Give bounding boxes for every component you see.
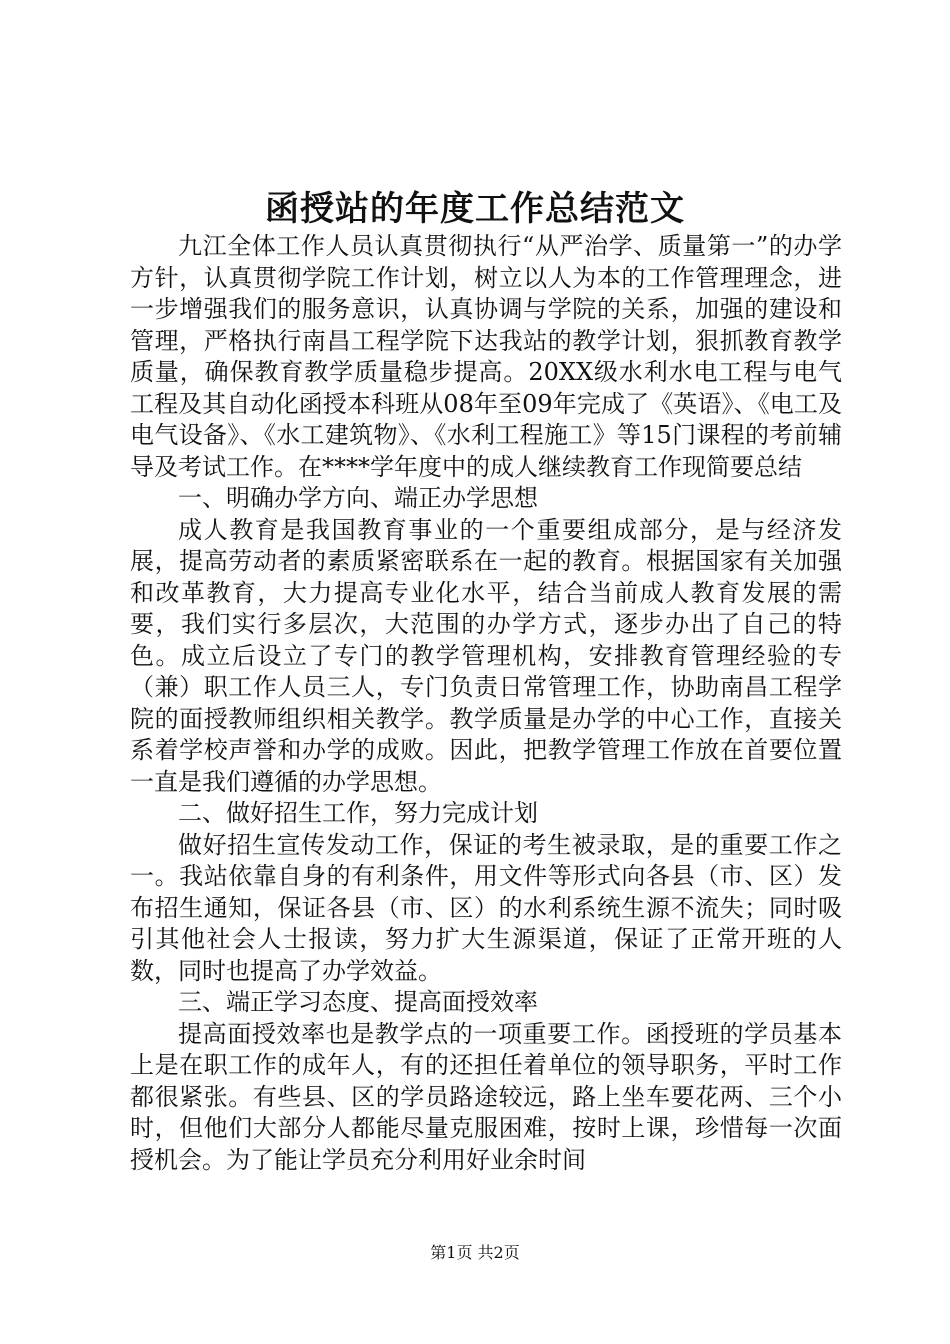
document-title: 函授站的年度工作总结范文 xyxy=(265,189,685,229)
intro-paragraph: 九江全体工作人员认真贯彻执行“从严治学、质量第一”的办学方针，认真贯彻学院工作计划，树立以人为本的工作管理理念，进一步增强我们的服务意识，认真协调与学院的关系，加强的建设和管理，严格执行南昌工程学院下达我站的教学计划，狠抓教育教学质量，确保教育教学质量稳步提高。20XX级水利水电工程与电气工程及其自动化函授本科班从08年至09年完成了《英语》、《电工及电气设备》、《水工建筑物》、《水利工程施工》等15门课程的考前辅导及考试工作。在****学年度中的成人继续教育工作现简要总结 xyxy=(130,232,842,481)
section-1-paragraph: 成人教育是我国教育事业的一个重要组成部分，是与经济发展，提高劳动者的素质紧密联系在一起的教育。根据国家有关加强和改革教育，大力提高专业化水平，结合当前成人教育发展的需要，我们实行多层次，大范围的办学方式，逐步办出了自己的特色。成立后设立了专门的教学管理机构，安排教育管理经验的专（兼）职工作人员三人，专门负责日常管理工作，协助南昌工程学院的面授教师组织相关教学。教学质量是办学的中心工作，直接关系着学校声誉和办学的成败。因此，把教学管理工作放在首要位置一直是我们遵循的办学思想。 xyxy=(130,515,842,796)
section-2-heading: 二、做好招生工作，努力完成计划 xyxy=(178,799,538,827)
section-3-paragraph: 提高面授效率也是教学点的一项重要工作。函授班的学员基本上是在职工作的成年人，有的还担任着单位的领导职务，平时工作都很紧张。有些县、区的学员路途较远，路上坐车要花两、三个小时，但他们大部分人都能尽量克服困难，按时上课，珍惜每一次面授机会。为了能让学员充分利用好业余时间 xyxy=(130,1019,842,1174)
section-1-heading: 一、明确办学方向、端正办学思想 xyxy=(178,484,538,512)
section-3-heading: 三、端正学习态度、提高面授效率 xyxy=(178,988,538,1016)
document-body xyxy=(130,231,842,1176)
page-footer: 第1页 共2页 xyxy=(430,1243,520,1262)
section-2-paragraph: 做好招生宣传发动工作，保证的考生被录取，是的重要工作之一。我站依靠自身的有利条件，用文件等形式向各县（市、区）发布招生通知，保证各县（市、区）的水利系统生源不流失；同时吸引其他社会人士报读，努力扩大生源渠道，保证了正常开班的人数，同时也提高了办学效益。 xyxy=(130,830,842,985)
